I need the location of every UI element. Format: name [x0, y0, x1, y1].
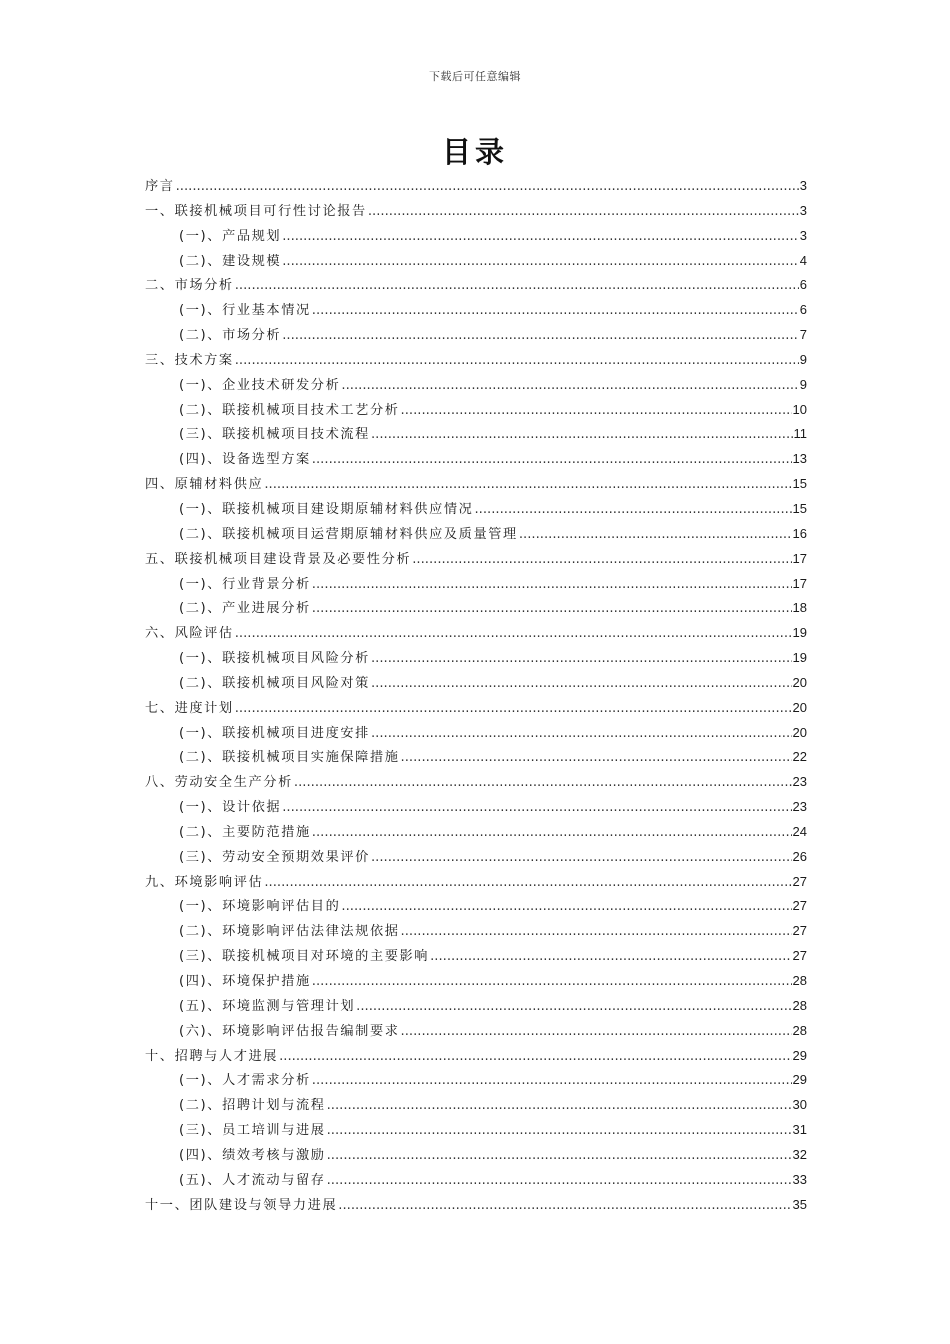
toc-entry-text: (一)、环境影响评估目的 — [179, 899, 341, 915]
dot-leader — [371, 722, 792, 747]
dot-leader — [401, 746, 792, 771]
toc-page-number: 3 — [799, 202, 807, 218]
dot-leader — [327, 1144, 792, 1169]
toc-entry-text: 七、进度计划 — [145, 700, 234, 716]
toc-page-number: 10 — [792, 401, 807, 417]
toc-entry[interactable] — [145, 572, 807, 597]
toc-page-number: 3 — [799, 178, 807, 193]
toc-entry[interactable] — [145, 1093, 807, 1118]
toc-page-number: 30 — [792, 1097, 807, 1113]
toc-entry[interactable] — [145, 969, 807, 994]
toc-page-number: 33 — [792, 1171, 807, 1187]
table-of-contents — [145, 174, 807, 1217]
toc-entry-text: (四)、绩效考核与激励 — [179, 1147, 326, 1163]
toc-entry[interactable] — [145, 646, 807, 671]
toc-entry-text: (三)、劳动安全预期效果评价 — [179, 849, 370, 865]
toc-page-number: 27 — [792, 898, 807, 914]
toc-entry-text: (三)、员工培训与进展 — [179, 1123, 326, 1139]
toc-entry[interactable] — [145, 398, 807, 423]
toc-page-number: 23 — [792, 799, 807, 815]
toc-page-number: 28 — [792, 973, 807, 988]
dot-leader — [401, 920, 792, 945]
dot-leader — [294, 771, 792, 796]
dot-leader — [264, 871, 791, 896]
toc-page-number: 22 — [792, 749, 807, 765]
toc-entry-text: 四、原辅材料供应 — [145, 477, 264, 493]
dot-leader — [519, 523, 792, 548]
toc-entry-text: (四)、环境保护措施 — [179, 974, 311, 989]
toc-entry-text: 十一、团队建设与领导力进展 — [145, 1197, 338, 1213]
toc-entry[interactable] — [145, 845, 807, 870]
dot-leader — [312, 597, 792, 622]
dot-leader — [282, 324, 799, 349]
toc-page-number: 11 — [793, 426, 807, 442]
toc-page-number: 19 — [792, 625, 807, 641]
toc-entry[interactable] — [145, 1193, 807, 1218]
toc-entry[interactable] — [145, 696, 807, 721]
toc-entry-text: 十、招聘与人才进展 — [145, 1048, 279, 1064]
toc-entry[interactable] — [145, 547, 807, 572]
toc-entry[interactable] — [145, 298, 807, 323]
toc-entry-text: (一)、企业技术研发分析 — [179, 377, 341, 393]
toc-entry[interactable] — [145, 447, 807, 472]
toc-page-number: 27 — [792, 873, 807, 889]
toc-entry-text: (五)、环境监测与管理计划 — [179, 998, 356, 1014]
toc-entry-text: 一、联接机械项目可行性讨论报告 — [145, 203, 367, 219]
dot-leader — [327, 1119, 792, 1144]
toc-page-number: 7 — [799, 327, 807, 343]
toc-page-number: 28 — [792, 1022, 807, 1038]
toc-page-number: 29 — [792, 1072, 807, 1088]
toc-page-number: 20 — [792, 699, 807, 715]
toc-entry[interactable] — [145, 671, 807, 696]
dot-leader — [371, 647, 792, 672]
toc-entry-text: (二)、主要防范措施 — [179, 824, 311, 840]
toc-entry-text: (二)、产业进展分析 — [179, 601, 311, 617]
toc-entry[interactable] — [145, 745, 807, 770]
toc-entry[interactable] — [145, 621, 807, 646]
toc-page-number: 6 — [799, 277, 807, 293]
toc-entry[interactable] — [145, 1168, 807, 1193]
dot-leader — [176, 175, 799, 200]
toc-entry-text: (一)、行业背景分析 — [179, 576, 311, 592]
toc-entry-text: (二)、市场分析 — [179, 328, 282, 344]
toc-entry[interactable] — [145, 522, 807, 547]
toc-entry[interactable] — [145, 919, 807, 944]
toc-entry-text: (四)、设备选型方案 — [179, 452, 311, 468]
toc-entry-text: 序言 — [145, 179, 175, 194]
toc-entry-text: (一)、联接机械项目风险分析 — [179, 651, 370, 667]
toc-entry-text: (三)、联接机械项目对环境的主要影响 — [179, 949, 430, 965]
dot-leader — [401, 1020, 792, 1045]
dot-leader — [312, 573, 792, 598]
dot-leader — [327, 1169, 792, 1194]
dot-leader — [312, 970, 792, 995]
dot-leader — [235, 274, 799, 299]
dot-leader — [356, 995, 791, 1020]
toc-page-number: 13 — [792, 451, 807, 467]
toc-entry-text: (二)、联接机械项目技术工艺分析 — [179, 402, 400, 418]
dot-leader — [401, 399, 792, 424]
dot-leader — [312, 448, 792, 473]
toc-page-number: 27 — [792, 923, 807, 939]
dot-leader — [341, 895, 791, 920]
toc-page-number: 3 — [799, 227, 807, 243]
toc-entry[interactable] — [145, 894, 807, 919]
toc-page-number: 28 — [792, 997, 807, 1013]
toc-entry-text: (一)、联接机械项目进度安排 — [179, 725, 370, 741]
toc-page-number: 20 — [792, 724, 807, 740]
toc-entry-text: 五、联接机械项目建设背景及必要性分析 — [145, 551, 412, 567]
header-note: 下载后可任意编辑 — [429, 70, 521, 83]
toc-entry-text: (二)、建设规模 — [179, 253, 282, 269]
dot-leader — [282, 796, 791, 821]
dot-leader — [341, 374, 798, 399]
dot-leader — [279, 1045, 791, 1070]
toc-entry-text: 六、风险评估 — [145, 626, 234, 642]
toc-page-number: 15 — [792, 476, 807, 492]
toc-page-number: 31 — [792, 1122, 807, 1138]
toc-page-number: 9 — [799, 376, 807, 392]
dot-leader — [368, 200, 799, 225]
toc-entry[interactable] — [145, 323, 807, 348]
toc-entry[interactable] — [145, 1118, 807, 1143]
toc-entry[interactable] — [145, 348, 807, 373]
toc-entry[interactable] — [145, 273, 807, 298]
toc-entry-text: (一)、设计依据 — [179, 800, 282, 816]
toc-entry-text: 九、环境影响评估 — [145, 874, 264, 890]
toc-entry[interactable] — [145, 249, 807, 274]
toc-entry-text: (一)、人才需求分析 — [179, 1073, 311, 1089]
toc-page-number: 4 — [799, 252, 807, 268]
dot-leader — [312, 821, 792, 846]
toc-entry-text: (三)、联接机械项目技术流程 — [179, 427, 370, 443]
toc-entry[interactable] — [145, 596, 807, 621]
toc-entry-text: 八、劳动安全生产分析 — [145, 775, 293, 791]
toc-page-number: 35 — [792, 1196, 807, 1212]
toc-entry[interactable] — [145, 1044, 807, 1069]
dot-leader — [264, 473, 791, 498]
dot-leader — [474, 498, 791, 523]
page-title: 目录 — [441, 135, 508, 169]
dot-leader — [235, 622, 792, 647]
toc-entry[interactable] — [145, 994, 807, 1019]
toc-entry[interactable] — [145, 721, 807, 746]
toc-entry-text: (一)、产品规划 — [179, 228, 282, 244]
dot-leader — [371, 423, 793, 448]
toc-entry[interactable] — [145, 870, 807, 895]
toc-entry-text: (二)、联接机械项目运营期原辅材料供应及质量管理 — [179, 526, 518, 542]
toc-page-number: 29 — [792, 1047, 807, 1063]
toc-entry[interactable] — [145, 224, 807, 249]
toc-entry-text: (六)、环境影响评估报告编制要求 — [179, 1023, 400, 1039]
toc-page-number: 15 — [792, 500, 807, 516]
dot-leader — [371, 672, 792, 697]
toc-entry[interactable] — [145, 422, 807, 447]
toc-entry[interactable] — [145, 770, 807, 795]
dot-leader — [235, 349, 799, 374]
toc-page-number: 9 — [799, 351, 807, 367]
toc-page-number: 32 — [792, 1146, 807, 1162]
toc-entry-text: (一)、联接机械项目建设期原辅材料供应情况 — [179, 501, 474, 517]
toc-page-number: 27 — [792, 948, 807, 964]
toc-entry-text: (二)、招聘计划与流程 — [179, 1098, 326, 1114]
toc-entry-text: (二)、联接机械项目实施保障措施 — [179, 750, 400, 766]
dot-leader — [371, 846, 792, 871]
toc-page-number: 16 — [792, 525, 807, 541]
toc-page-number: 26 — [792, 848, 807, 864]
toc-page-number: 23 — [792, 774, 807, 790]
toc-entry-text: 三、技术方案 — [145, 352, 234, 368]
toc-entry[interactable] — [145, 1019, 807, 1044]
toc-entry-text: (五)、人才流动与留存 — [179, 1172, 326, 1188]
toc-entry-text: (二)、联接机械项目风险对策 — [179, 675, 370, 691]
toc-entry-text: (二)、环境影响评估法律法规依据 — [179, 924, 400, 940]
dot-leader — [312, 299, 799, 324]
toc-page-number: 20 — [792, 674, 807, 690]
toc-page-number: 24 — [792, 823, 807, 839]
toc-entry[interactable] — [145, 174, 807, 199]
toc-entry[interactable] — [145, 820, 807, 845]
dot-leader — [412, 548, 791, 573]
toc-entry[interactable] — [145, 497, 807, 522]
toc-entry[interactable] — [145, 944, 807, 969]
toc-entry[interactable] — [145, 795, 807, 820]
toc-entry[interactable] — [145, 472, 807, 497]
toc-entry[interactable] — [145, 373, 807, 398]
dot-leader — [282, 225, 799, 250]
dot-leader — [312, 1069, 792, 1094]
toc-page-number: 17 — [792, 550, 807, 566]
toc-entry-text: 二、市场分析 — [145, 278, 234, 294]
toc-page-number: 19 — [792, 650, 807, 666]
toc-entry[interactable] — [145, 199, 807, 224]
toc-entry[interactable] — [145, 1068, 807, 1093]
dot-leader — [338, 1194, 791, 1219]
toc-entry[interactable] — [145, 1143, 807, 1168]
dot-leader — [430, 945, 791, 970]
dot-leader — [282, 250, 799, 275]
toc-page-number: 18 — [792, 600, 807, 616]
dot-leader — [235, 697, 792, 722]
toc-page-number: 17 — [792, 575, 807, 591]
toc-page-number: 6 — [799, 302, 807, 318]
dot-leader — [327, 1094, 792, 1119]
toc-entry-text: (一)、行业基本情况 — [179, 303, 311, 319]
